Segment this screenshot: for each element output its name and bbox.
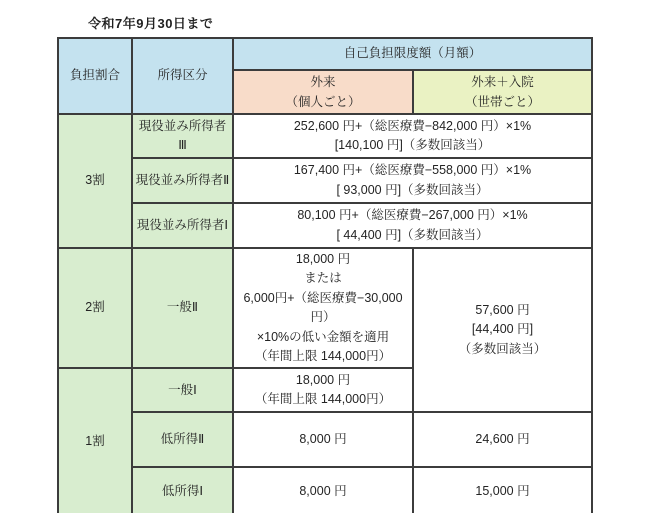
limit-ippan-2-line4: ×10%の低い金額を適用 (256, 329, 390, 344)
ratio-cell-10: 1割 (58, 368, 132, 513)
category-teishotoku-2: 低所得Ⅱ (132, 412, 233, 467)
limit-teishotoku-2-outpatient: 8,000 円 (233, 412, 413, 467)
category-genneki-1: 現役並み所得者Ⅰ (132, 203, 233, 248)
limit-teishotoku-1-combined: 15,000 円 (413, 467, 592, 513)
limit-ippan-1 (233, 368, 413, 412)
limit-genneki-2-formula: 167,400 円+（総医療費−558,000 円）×1% (293, 163, 532, 178)
header-combined-line1: 外来＋入院 (471, 75, 534, 89)
header-outpatient-line1: 外来 (310, 75, 336, 89)
header-income-category: 所得区分 (132, 38, 233, 114)
limit-genneki-3 (233, 114, 592, 158)
limit-genneki-2 (233, 158, 592, 203)
category-genneki-3: 現役並み所得者Ⅲ (132, 114, 233, 158)
limit-genneki-1 (233, 203, 592, 248)
limit-genneki-3-formula: 252,600 円+（総医療費−842,000 円）×1% (293, 118, 532, 133)
header-combined-line2: （世帯ごと） (464, 95, 540, 109)
limit-ippan-1-line1: 18,000 円 (295, 372, 351, 387)
category-teishotoku-1: 低所得Ⅰ (132, 467, 233, 513)
category-genneki-2: 現役並み所得者Ⅱ (132, 158, 233, 203)
limit-ippan-2-line1: 18,000 円 (295, 252, 351, 266)
limit-genneki-1-formula: 80,100 円+（総医療費−267,000 円）×1% (297, 208, 528, 223)
category-ippan-2: 一般Ⅱ (132, 248, 233, 368)
ratio-cell-30: 3割 (58, 114, 132, 248)
limit-genneki-2-repeat: [ 93,000 円]（多数回該当） (336, 182, 489, 197)
limit-combined-ippan-line2: [44,400 円] (471, 322, 534, 337)
category-ippan-1: 一般Ⅰ (132, 368, 233, 412)
limit-ippan-2-line5: （年間上限 144,000円） (254, 348, 392, 363)
self-pay-limit-table (57, 37, 593, 513)
limit-teishotoku-2-combined: 24,600 円 (413, 412, 592, 467)
page-title: 令和7年9月30日まで (88, 16, 214, 31)
header-burden-ratio: 負担割合 (58, 38, 132, 114)
header-outpatient-line2: （個人ごと） (285, 95, 361, 109)
limit-ippan-2 (233, 248, 413, 368)
header-outpatient (233, 70, 413, 114)
limit-ippan-1-line2: （年間上限 144,000円） (254, 392, 392, 407)
limit-ippan-2-line2: または (304, 271, 342, 286)
limit-ippan-2-line3: 6,000円+（総医療費−30,000円） (243, 290, 403, 325)
header-self-pay-limit: 自己負担限度額（月額） (233, 38, 592, 70)
limit-genneki-3-repeat: [140,100 円]（多数回該当） (334, 138, 491, 152)
header-outpatient-inpatient (413, 70, 592, 114)
limit-combined-ippan-line1: 57,600 円 (475, 303, 530, 318)
limit-combined-ippan (413, 248, 592, 412)
limit-genneki-1-repeat: [ 44,400 円]（多数回該当） (336, 227, 489, 242)
limit-combined-ippan-line3: （多数回該当） (458, 341, 547, 356)
limit-teishotoku-1-outpatient: 8,000 円 (233, 467, 413, 513)
ratio-cell-20: 2割 (58, 248, 132, 368)
